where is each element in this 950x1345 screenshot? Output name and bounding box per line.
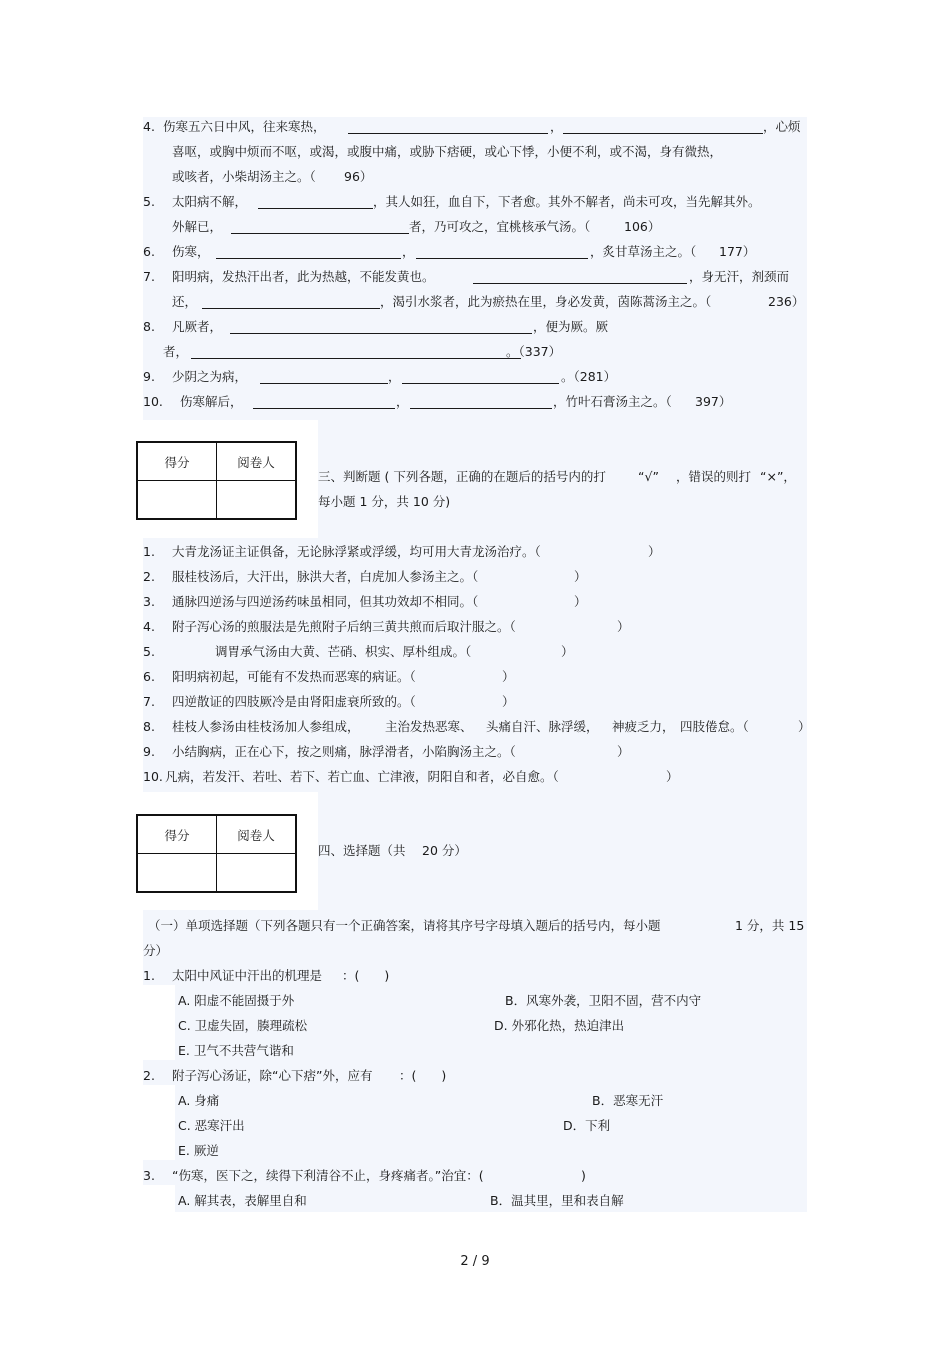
section-3-instructions: 每小题 1 分，共 10 分) (318, 494, 451, 509)
option-b[interactable]: B．恶寒无汗 (592, 1093, 664, 1108)
answer-blank (563, 133, 763, 134)
score-cell[interactable] (137, 481, 217, 520)
answer-blank (202, 308, 380, 309)
answer-blank (230, 333, 532, 334)
fill-in-item-4-line2: 喜呕，或胸中烦而不呕，或渴，或腹中痛，或胁下痞硬，或心下悸，小便不利，或不渴，身有微热， (172, 144, 723, 159)
answer-blank (416, 258, 588, 259)
score-table (136, 814, 297, 893)
score-table (136, 441, 297, 520)
option-a[interactable]: A. 阳虚不能固摄于外 (178, 993, 295, 1008)
option-d[interactable]: D. 外邪化热，热迫津出 (494, 1018, 625, 1033)
answer-blank (410, 408, 552, 409)
option-a[interactable]: A. 身痛 (178, 1093, 220, 1108)
answer-blank (258, 208, 373, 209)
option-c[interactable]: C. 卫虚失固，腠理疏松 (178, 1018, 308, 1033)
single-choice-intro-cont: 分） (143, 943, 169, 958)
margin-gap (143, 1185, 175, 1212)
option-e[interactable]: E. 卫气不共营气谐和 (178, 1043, 294, 1058)
reviewer-cell[interactable] (217, 854, 297, 893)
margin-gap (143, 985, 175, 1060)
answer-blank (348, 133, 548, 134)
option-a[interactable]: A. 解其表，表解里自和 (178, 1193, 307, 1208)
answer-blank (402, 383, 559, 384)
margin-gap (143, 1085, 175, 1160)
answer-blank (473, 283, 687, 284)
reviewer-header: 阅卷人 (217, 815, 297, 854)
option-d[interactable]: D．下利 (563, 1118, 611, 1133)
option-c[interactable]: C. 恶寒汗出 (178, 1118, 245, 1133)
option-e[interactable]: E. 厥逆 (178, 1143, 219, 1158)
reviewer-header: 阅卷人 (217, 442, 297, 481)
page-number: 2 / 9 (460, 1254, 490, 1269)
answer-blank (216, 258, 401, 259)
score-header: 得分 (137, 442, 217, 481)
option-b[interactable]: B．风寒外袭，卫阳不固，营不内守 (505, 993, 702, 1008)
answer-blank (191, 358, 521, 359)
score-header: 得分 (137, 815, 217, 854)
reviewer-cell[interactable] (217, 481, 297, 520)
answer-blank (231, 233, 409, 234)
answer-blank (260, 383, 388, 384)
score-cell[interactable] (137, 854, 217, 893)
option-b[interactable]: B．温其里，里和表自解 (490, 1193, 624, 1208)
answer-blank (253, 408, 395, 409)
